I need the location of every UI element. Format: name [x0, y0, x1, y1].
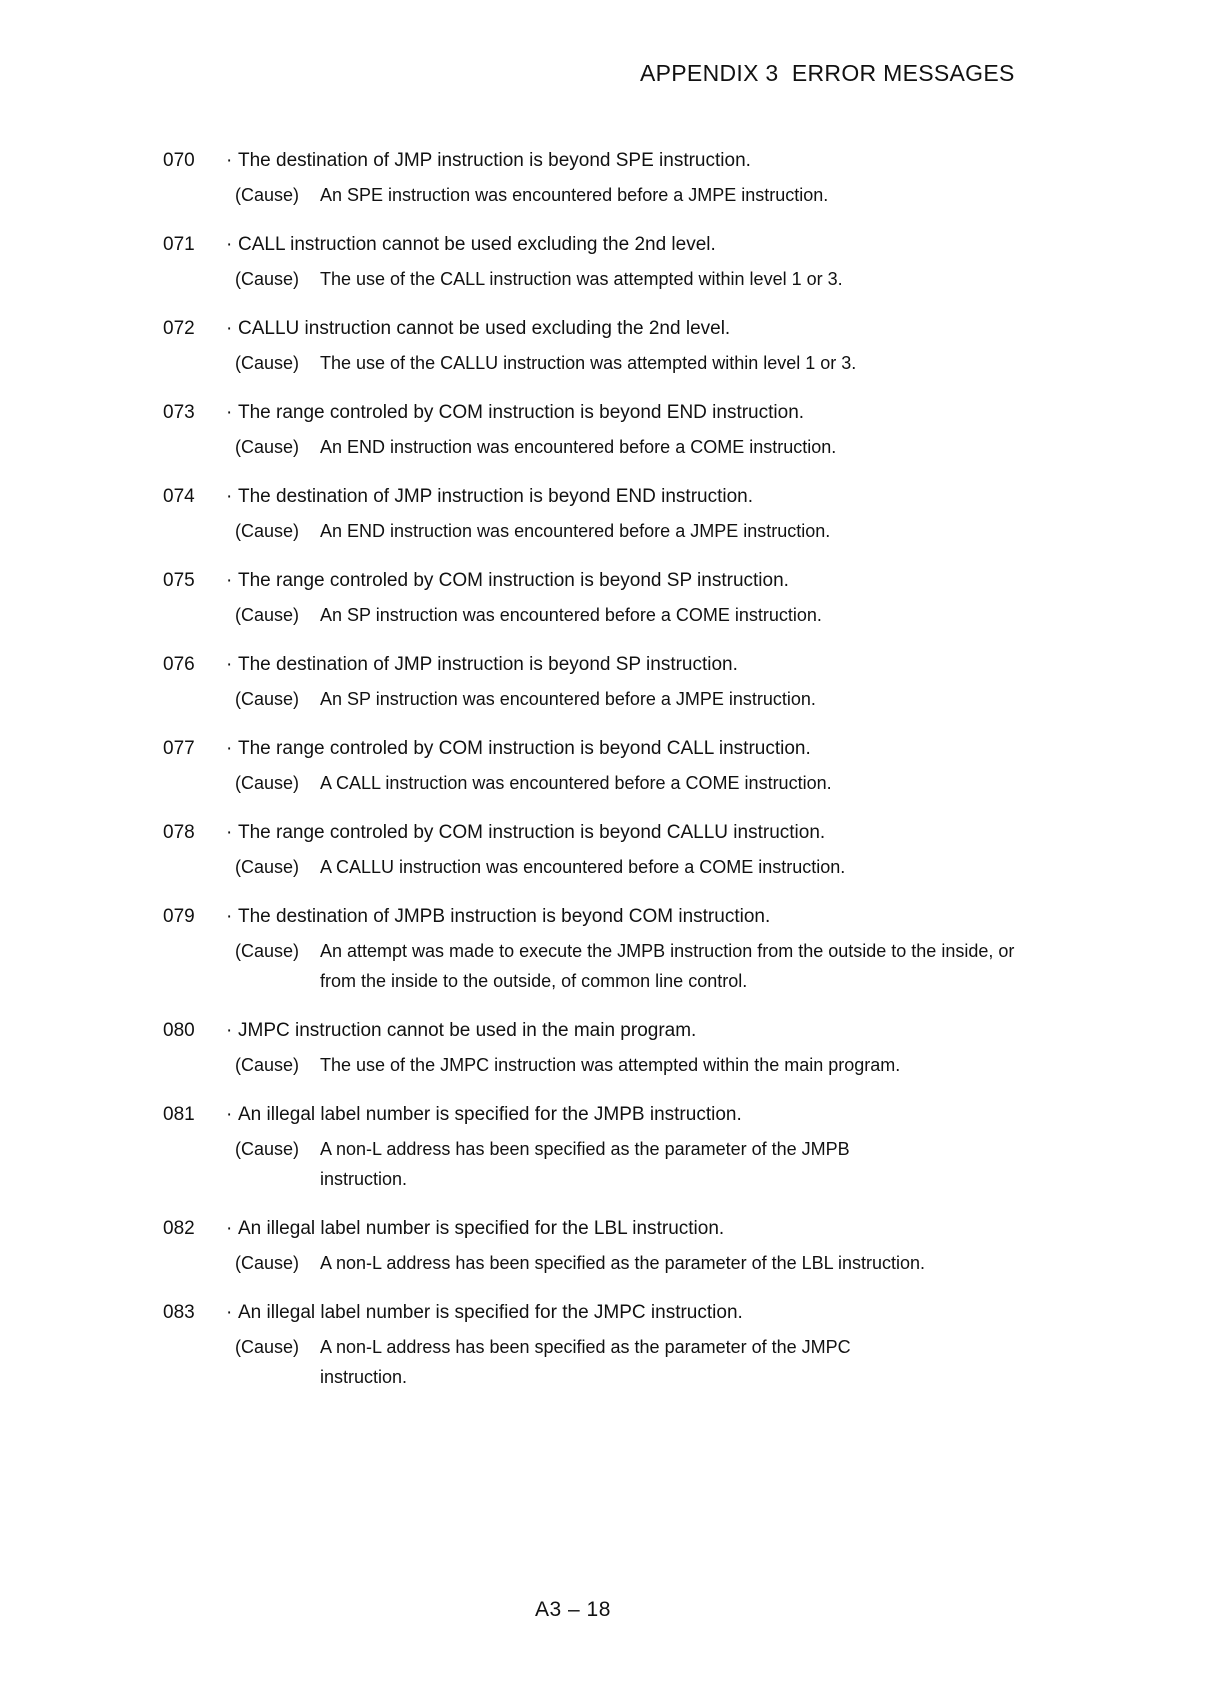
error-code: 070 [163, 150, 195, 171]
page-number: A3 – 18 [535, 1598, 611, 1621]
error-message: The destination of JMP instruction is beyond SPE instruction. [238, 150, 751, 171]
cause-text: An END instruction was encountered before a JMPE instruction. [320, 521, 831, 541]
bullet: · [226, 1218, 233, 1239]
cause-text: An SP instruction was encountered before a COME instruction. [320, 605, 822, 625]
error-message: CALL instruction cannot be used excluding the 2nd level. [238, 234, 716, 255]
bullet: · [226, 1302, 233, 1323]
bullet: · [226, 570, 233, 591]
error-message: The destination of JMP instruction is beyond SP instruction. [238, 654, 738, 675]
cause-text: A non-L address has been specified as the parameter of the JMPB instruction. [320, 1139, 850, 1189]
cause-label: (Cause) [235, 857, 300, 877]
cause-label: (Cause) [235, 1337, 300, 1357]
error-message: The range controled by COM instruction is beyond CALL instruction. [238, 738, 811, 759]
error-message: The range controled by COM instruction is beyond END instruction. [238, 402, 805, 423]
error-message: An illegal label number is specified for the JMPC instruction. [238, 1302, 743, 1323]
cause-label: (Cause) [235, 689, 300, 709]
bullet: · [226, 1104, 233, 1125]
error-entry [163, 1302, 1063, 1416]
page-header-title: APPENDIX 3 ERROR MESSAGES [640, 60, 1015, 86]
bullet: · [226, 906, 233, 927]
error-entry [163, 906, 1063, 1020]
error-entry [163, 318, 1063, 402]
error-entry [163, 402, 1063, 486]
bullet: · [226, 234, 233, 255]
error-entry [163, 486, 1063, 570]
error-code: 077 [163, 738, 195, 759]
cause-label: (Cause) [235, 437, 300, 457]
error-code: 075 [163, 570, 195, 591]
error-message: CALLU instruction cannot be used excluding the 2nd level. [238, 318, 731, 339]
error-entry [163, 1104, 1063, 1218]
error-message-list [163, 150, 1063, 1416]
cause-label: (Cause) [235, 269, 300, 289]
cause-label: (Cause) [235, 521, 300, 541]
error-message: An illegal label number is specified for the JMPB instruction. [238, 1104, 742, 1125]
error-entry [163, 654, 1063, 738]
error-code: 076 [163, 654, 195, 675]
error-entry [163, 150, 1063, 234]
error-code: 083 [163, 1302, 195, 1323]
error-entry [163, 738, 1063, 822]
error-code: 079 [163, 906, 195, 927]
bullet: · [226, 822, 233, 843]
cause-text: A non-L address has been specified as the parameter of the JMPC instruction. [320, 1337, 851, 1387]
error-message: The destination of JMPB instruction is beyond COM instruction. [238, 906, 771, 927]
cause-text: An attempt was made to execute the JMPB instruction from the outside to the inside, or from the inside to the outside, of common line control. [320, 941, 1015, 991]
cause-label: (Cause) [235, 773, 300, 793]
bullet: · [226, 1020, 233, 1041]
error-entry [163, 822, 1063, 906]
error-entry [163, 570, 1063, 654]
cause-text: A CALL instruction was encountered before a COME instruction. [320, 773, 832, 793]
cause-text: An END instruction was encountered before a COME instruction. [320, 437, 837, 457]
error-code: 071 [163, 234, 195, 255]
error-code: 078 [163, 822, 195, 843]
error-entry [163, 1020, 1063, 1104]
error-message: An illegal label number is specified for the LBL instruction. [238, 1218, 725, 1239]
cause-label: (Cause) [235, 1253, 300, 1273]
cause-text: An SP instruction was encountered before a JMPE instruction. [320, 689, 816, 709]
error-message: The range controled by COM instruction is beyond SP instruction. [238, 570, 789, 591]
cause-text: The use of the JMPC instruction was attempted within the main program. [320, 1055, 901, 1075]
error-code: 081 [163, 1104, 195, 1125]
cause-text: A non-L address has been specified as the parameter of the LBL instruction. [320, 1253, 926, 1273]
error-code: 073 [163, 402, 195, 423]
cause-label: (Cause) [235, 185, 300, 205]
error-message: The range controled by COM instruction is beyond CALLU instruction. [238, 822, 826, 843]
error-entry [163, 234, 1063, 318]
bullet: · [226, 738, 233, 759]
cause-label: (Cause) [235, 1055, 300, 1075]
error-code: 080 [163, 1020, 195, 1041]
bullet: · [226, 654, 233, 675]
cause-text: A CALLU instruction was encountered before a COME instruction. [320, 857, 846, 877]
error-entry [163, 1218, 1063, 1302]
error-code: 072 [163, 318, 195, 339]
bullet: · [226, 150, 233, 171]
error-code: 082 [163, 1218, 195, 1239]
error-message: The destination of JMP instruction is beyond END instruction. [238, 486, 754, 507]
cause-text: The use of the CALL instruction was attempted within level 1 or 3. [320, 269, 843, 289]
bullet: · [226, 318, 233, 339]
cause-text: The use of the CALLU instruction was attempted within level 1 or 3. [320, 353, 857, 373]
cause-label: (Cause) [235, 605, 300, 625]
cause-text: An SPE instruction was encountered before a JMPE instruction. [320, 185, 829, 205]
error-code: 074 [163, 486, 195, 507]
bullet: · [226, 402, 233, 423]
bullet: · [226, 486, 233, 507]
error-message: JMPC instruction cannot be used in the main program. [238, 1020, 697, 1041]
cause-label: (Cause) [235, 941, 300, 961]
cause-label: (Cause) [235, 353, 300, 373]
cause-label: (Cause) [235, 1139, 300, 1159]
